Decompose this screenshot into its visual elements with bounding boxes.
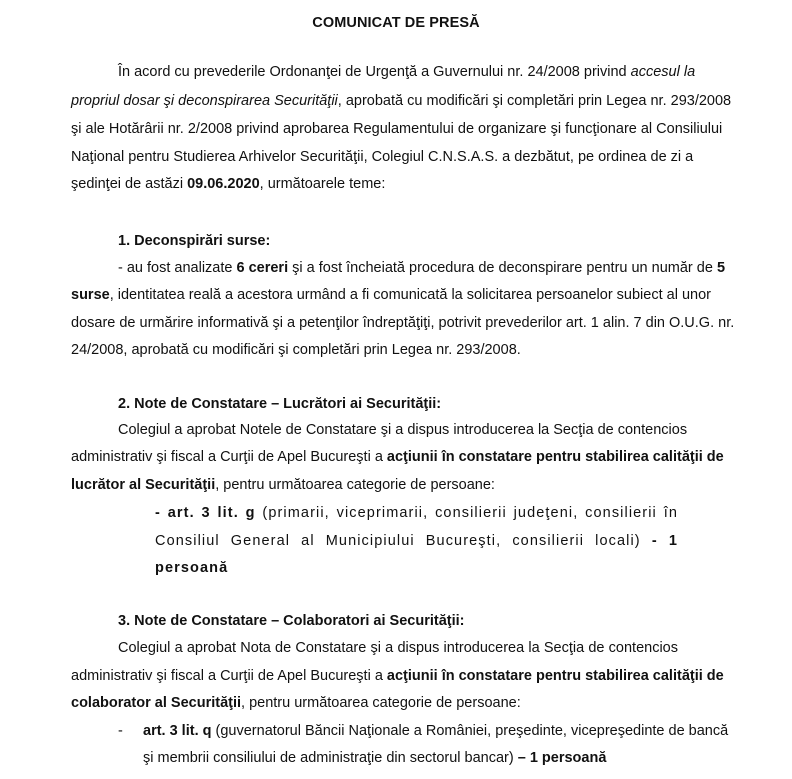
section-3-heading: 3. Note de Constatare – Colaboratori ai Securităţii: (118, 613, 465, 629)
section-3-item-line-2 (143, 748, 606, 768)
section-1-text: şi a fost încheiată procedura de deconspirare pentru un număr de (288, 260, 717, 276)
section-2-item-line-3 (155, 558, 678, 578)
section-3-text: administrativ şi fiscal a Curţii de Apel Bucureşti a (71, 668, 387, 684)
item-text: Consiliul General al Municipiului Bucureşti, consilierii locali) (155, 533, 652, 549)
section-1-text: - au fost analizate (118, 260, 237, 276)
section-1-text: , identitatea reală a acestora urmând a fi comunicată la solicitarea persoanelor subiect al unor (109, 287, 711, 303)
section-2-text: , pentru următoarea categorie de persoane: (215, 477, 495, 493)
worker-status: lucrător al Securităţii (71, 477, 216, 493)
intro-line-1 (118, 62, 696, 82)
item-text: (primarii, viceprimarii, consilierii judeţeni, consilierii în (255, 505, 678, 521)
section-2-line-2 (71, 447, 724, 467)
section-2-item-line-2 (155, 531, 678, 551)
section-1-heading: 1. Deconspirări surse: (118, 233, 271, 249)
item-text: (guvernatorul Băncii Naţionale a României, preşedinte, vicepreşedinte de bancă (211, 723, 729, 739)
intro-text: În acord cu prevederile Ordonanţei de Urgenţă a Guvernului nr. 24/2008 privind (118, 64, 631, 80)
section-3-text: , pentru următoarea categorie de persoane: (241, 695, 521, 711)
person-count: – 1 persoană (517, 750, 607, 766)
article-reference: - art. 3 lit. g (155, 505, 256, 521)
section-3-line-3 (71, 693, 678, 713)
person-word: persoană (155, 560, 229, 576)
action-description: acţiunii în constatare pentru stabilirea calităţii de (386, 449, 724, 465)
intro-line-3: şi ale Hotărârii nr. 2/2008 privind aprobarea Regulamentului de organizare şi funcţionare al Consiliului (71, 121, 723, 137)
section-2-item-line-1 (155, 503, 678, 523)
meeting-date: 09.06.2020 (187, 176, 260, 192)
intro-text: şedinţei de astăzi (71, 176, 188, 192)
section-2-heading: 2. Note de Constatare – Lucrători ai Securităţii: (118, 396, 442, 412)
intro-italic: propriul dosar şi deconspirarea Securităţii (71, 93, 338, 109)
intro-line-4: Naţional pentru Studierea Arhivelor Securităţii, Colegiul C.N.S.A.S. a dezbătut, pe ordinea de zi a (71, 149, 694, 165)
section-2-line-1: Colegiul a aprobat Notele de Constatare şi a dispus introducerea la Secţia de contencios (118, 422, 688, 438)
sources-count: 5 (716, 260, 726, 276)
bullet-marker: - (118, 723, 123, 739)
action-description: acţiunii în constatare pentru stabilirea calităţii de (386, 668, 724, 684)
item-text: şi membrii consiliului de administraţie din sectorul bancar) (143, 750, 518, 766)
section-2-text: administrativ şi fiscal a Curţii de Apel Bucureşti a (71, 449, 387, 465)
sources-word: surse (71, 287, 110, 303)
intro-italic: accesul la (630, 64, 696, 80)
section-1-line-3: dosare de urmărire informativă şi a petenţilor îndreptăţiţi, potrivit prevederilor art. 1 alin. 7 din O.U.G. nr. (71, 315, 735, 331)
section-2-line-3 (71, 475, 678, 495)
document-title: COMUNICAT DE PRESĂ (312, 15, 480, 31)
section-1-line-1 (118, 258, 726, 278)
person-count: - 1 (651, 533, 678, 549)
intro-line-2 (71, 91, 732, 111)
collaborator-status: colaborator al Securităţii (71, 695, 242, 711)
requests-count: 6 cereri (236, 260, 289, 276)
section-3-line-2 (71, 666, 724, 686)
section-3-line-1: Colegiul a aprobat Nota de Constatare şi a dispus introducerea la Secţia de contencios (118, 640, 678, 656)
intro-line-5 (71, 174, 678, 194)
section-1-line-4: 24/2008, aprobată cu modificări şi completări prin Legea nr. 293/2008. (71, 342, 521, 358)
intro-text: , următoarele teme: (259, 176, 386, 192)
intro-text: , aprobată cu modificări şi completări prin Legea nr. 293/2008 (337, 93, 732, 109)
section-1-line-2 (71, 285, 711, 305)
article-reference: art. 3 lit. q (143, 723, 212, 739)
section-3-item-line-1 (143, 721, 729, 741)
